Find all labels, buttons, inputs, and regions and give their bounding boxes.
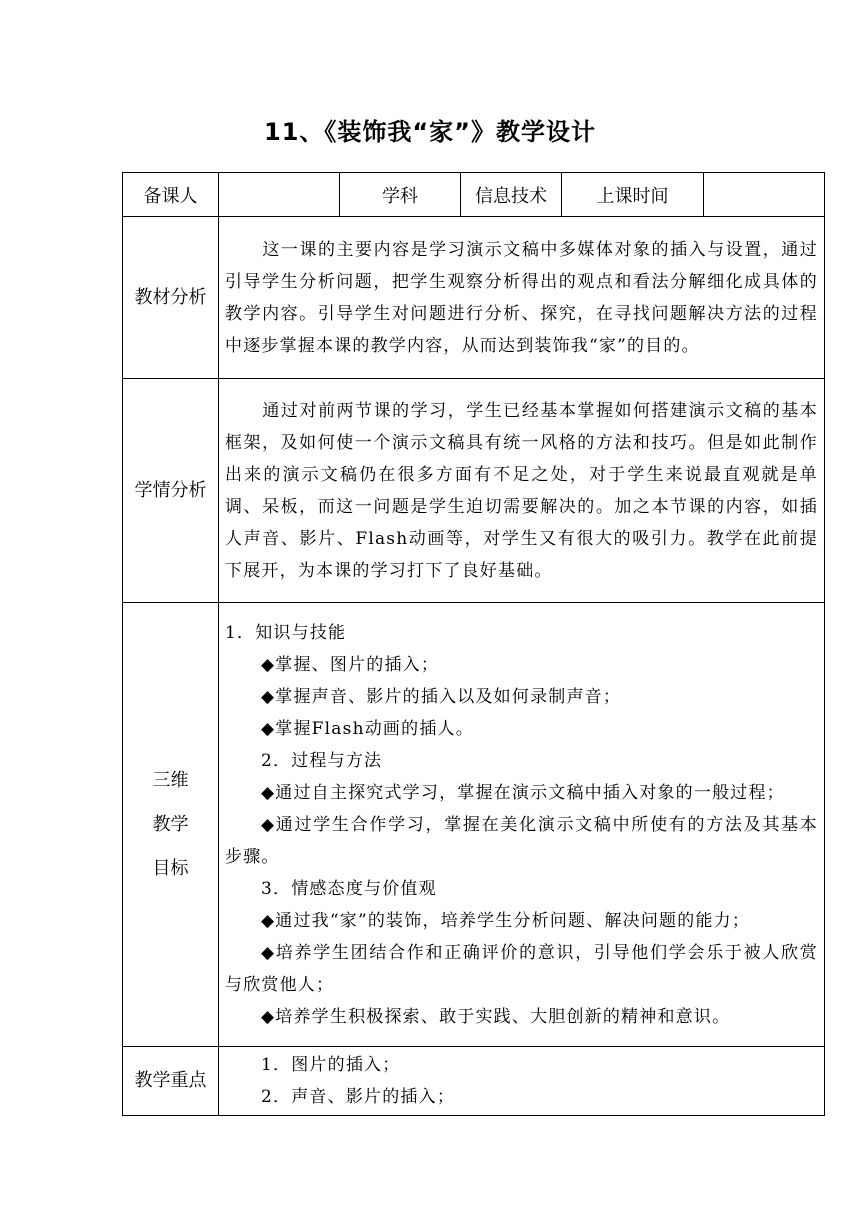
student-analysis-content	[219, 379, 825, 603]
objective-item: ◆掌握声音、影片的插入以及如何录制声音；	[261, 686, 622, 707]
objective-item: ◆培养学生积极探索、敢于实践、大胆创新的精神和意识。	[261, 1006, 731, 1027]
objective-item: ◆掌握Flash动画的插人。	[261, 718, 474, 739]
objective-heading-knowledge: 1．知识与技能	[225, 622, 347, 643]
prep-value	[219, 173, 340, 217]
material-analysis-text: 这一课的主要内容是学习演示文稿中多媒体对象的插入与设置，通过引导学生分析问题，把学生观察分析得出的观点和看法分解细化成具体的教学内容。引导学生对问题进行分析、探究，在寻找问题解决方法的过程中逐步掌握本课的教学内容，从而达到装饰我“家”的目的。	[225, 239, 818, 356]
student-analysis-label: 学情分析	[123, 379, 219, 603]
key-point-item: 2．声音、影片的插入；	[261, 1087, 456, 1107]
objectives-label-line1: 三维	[152, 769, 189, 791]
document-title: 11、《装饰我“家”》教学设计	[264, 118, 596, 146]
objectives-label	[123, 603, 219, 1047]
objective-item: ◆掌握、图片的插入；	[261, 654, 440, 675]
student-analysis-row	[123, 379, 825, 603]
objectives-content	[219, 603, 825, 1047]
material-analysis-content	[219, 217, 825, 379]
objectives-row	[123, 603, 825, 1047]
objective-heading-process: 2．过程与方法	[261, 750, 383, 771]
key-point-item: 1．图片的插入；	[261, 1055, 401, 1075]
lesson-plan-table	[122, 172, 825, 1116]
key-points-row	[123, 1047, 825, 1116]
subject-label: 学科	[340, 173, 461, 217]
class-time-label: 上课时间	[562, 173, 704, 217]
key-points-label: 教学重点	[123, 1047, 219, 1116]
material-analysis-label: 教材分析	[123, 217, 219, 379]
objective-item: ◆通过自主探究式学习，掌握在演示文稿中插入对象的一般过程；	[261, 782, 785, 803]
key-points-content	[219, 1047, 825, 1116]
objective-item: ◆培养学生团结合作和正确评价的意识，引导他们学会乐于被人欣赏与欣赏他人；	[225, 942, 818, 995]
objective-heading-attitude: 3．情感态度与价值观	[261, 878, 437, 899]
header-row	[123, 173, 825, 217]
prep-label: 备课人	[123, 173, 219, 217]
subject-value: 信息技术	[461, 173, 562, 217]
material-analysis-row	[123, 217, 825, 379]
class-time-value	[704, 173, 825, 217]
objectives-label-line3: 目标	[152, 857, 189, 879]
student-analysis-text: 通过对前两节课的学习，学生已经基本掌握如何搭建演示文稿的基本框架，及如何使一个演示文稿具有统一风格的方法和技巧。但是如此制作出来的演示文稿仍在很多方面有不足之处，对于学生来说最直观就是单调、呆板，而这一问题是学生迫切需要解决的。加之本节课的内容，如插人声音、影片、Flash动画等，对学生又有很大的吸引力。教学在此前提下展开，为本课的学习打下了良好基础。	[225, 400, 818, 581]
objective-item: ◆通过我“家”的装饰，培养学生分析问题、解决问题的能力；	[261, 910, 751, 931]
objectives-label-line2: 教学	[152, 813, 189, 835]
objective-item: ◆通过学生合作学习，掌握在美化演示文稿中所使有的方法及其基本步骤。	[225, 814, 818, 867]
